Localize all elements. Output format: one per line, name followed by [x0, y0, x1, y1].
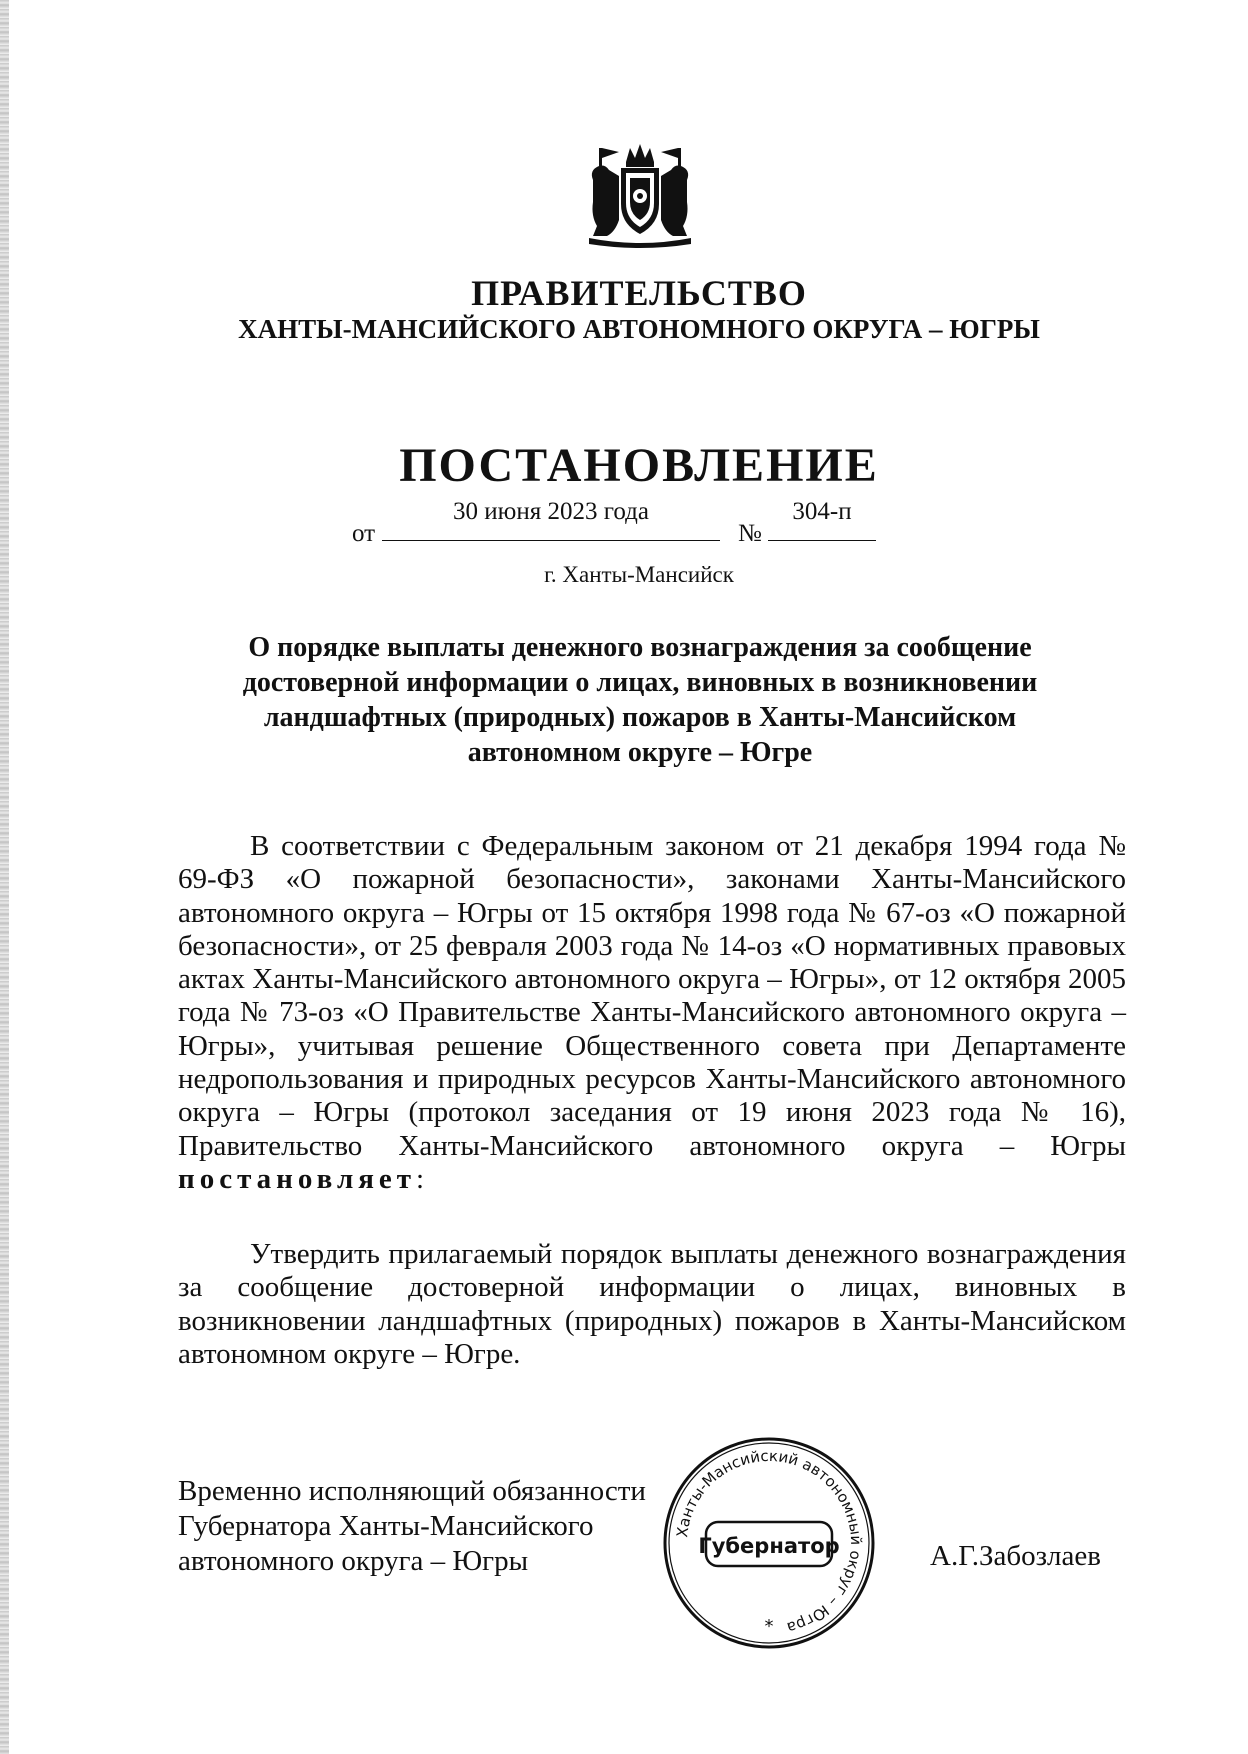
seal-center-text: Губернатор [698, 1534, 840, 1558]
signatory-position-line: автономного округа – Югры [178, 1545, 529, 1577]
number-underline [768, 540, 876, 541]
document-title-line: О порядке выплаты денежного вознаграждения за сообщение [248, 632, 1032, 663]
decision-text: Утвердить прилагаемый порядок выплаты денежного вознаграждения за сообщение достоверной информации о лицах, виновных в возникновении ландшафтных (природных) пожаров в Ханты-Мансийском автономном округе – Югре. [178, 1238, 1126, 1370]
signatory-name: А.Г.Забозлаев [930, 1540, 1101, 1572]
signatory-position-line: Временно исполняющий обязанности [178, 1475, 646, 1507]
official-seal [658, 1432, 880, 1654]
paragraph-preamble [178, 830, 1126, 1196]
scan-edge [0, 0, 9, 1754]
signatory-position-line: Губернатора Ханты-Мансийского [178, 1510, 594, 1542]
paragraph-decision [178, 1238, 1126, 1371]
date-value: 30 июня 2023 года [453, 498, 649, 525]
government-subtitle: ХАНТЫ-МАНСИЙСКОГО АВТОНОМНОГО ОКРУГА – ЮГРЫ [238, 314, 1040, 344]
document-title-line: достоверной информации о лицах, виновных в возникновении [242, 667, 1038, 698]
document-type: ПОСТАНОВЛЕНИЕ [399, 439, 879, 492]
date-underline [382, 540, 720, 541]
government-title: ПРАВИТЕЛЬСТВО [471, 273, 807, 313]
seal-star: * [764, 1616, 774, 1637]
city: г. Ханты-Мансийск [544, 562, 734, 587]
seal-ring-text: Ханты-Мансийский автономный округ – Югра [673, 1446, 866, 1637]
preamble-text: В соответствии с Федеральным законом от 21 декабря 1994 года № 69-ФЗ «О пожарной безопасности», законами Ханты-Мансийского автономного округа – Югры от 15 октября 1998 года № 67-оз «О пожарной безопасности», от 25 февраля 2003 года № 14-оз «О нормативных правовых актах Ханты-Мансийского автономного округа – Югры», от 12 октября 2005 года № 73-оз «О Правительстве Ханты-Мансийского автономного округа – Югры», учитывая решение Общественного совета при Департаменте недропользования и природных ресурсов Ханты-Мансийского автономного округа – Югры (протокол заседания от 19 июня 2023 года № 16), Правительство Ханты-Мансийского автономного округа – Югры [178, 830, 1126, 1162]
signatory-position [178, 1474, 678, 1579]
document-title [190, 630, 1090, 770]
number-label: № [738, 520, 762, 547]
document-title-line: ландшафтных (природных) пожаров в Ханты-Мансийском [263, 702, 1017, 733]
resolves-word: постановляет [178, 1162, 417, 1195]
coat-of-arms-icon [585, 140, 695, 250]
date-label: от [352, 520, 376, 547]
date-number-line [0, 498, 1248, 548]
document-title-line: автономном округе – Югре [467, 737, 813, 768]
number-value: 304-п [792, 498, 852, 525]
preamble-colon: : [416, 1162, 425, 1195]
